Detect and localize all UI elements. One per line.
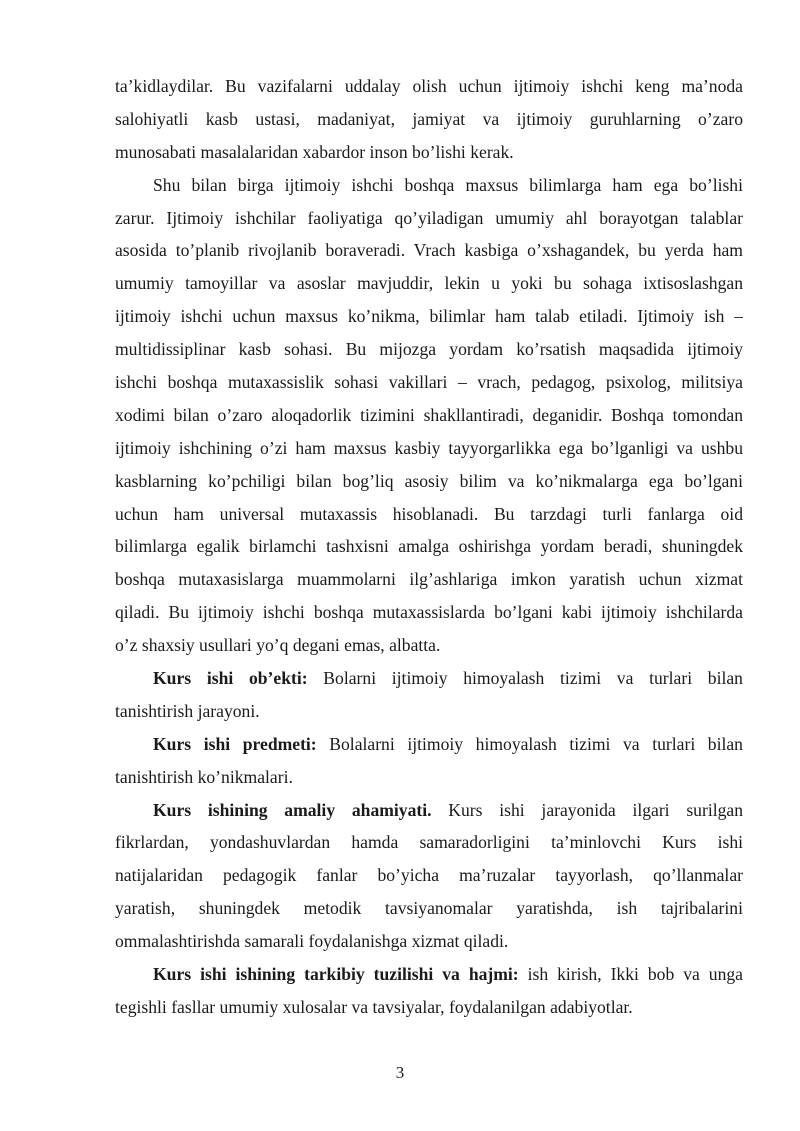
text-line (115, 728, 743, 761)
document-page (115, 70, 743, 1024)
paragraph (115, 728, 743, 794)
text-run: Bolarni ijtimoiy himoyalash tizimi va turlari bilan (307, 668, 743, 689)
text-line: tegishli fasllar umumiy xulosalar va tavsiyalar, foydalanilgan adabiyotlar. (115, 996, 633, 1017)
paragraph (115, 662, 743, 728)
text-line: umumiy tamoyillar va asoslar mavjuddir, lekin u yoki bu sohaga ixtisoslashgan (115, 273, 743, 294)
page-number: 3 (395, 1063, 405, 1082)
text-line: ta’kidlaydilar. Bu vazifalarni uddalay olish uchun ijtimoiy ishchi keng ma’noda (115, 76, 743, 96)
text-line: uchun ham universal mutaxassis hisoblanadi. Bu tarzdagi turli fanlarga oid (115, 503, 743, 524)
text-line: salohiyatli kasb ustasi, madaniyat, jamiyat va ijtimoiy guruhlarning o’zaro (115, 108, 743, 129)
paragraph-label: Kurs ishi predmeti: (153, 733, 317, 754)
text-line: fikrlardan, yondashuvlardan hamda samaradorligini ta’minlovchi Kurs ishi (115, 832, 743, 853)
text-line: zarur. Ijtimoiy ishchilar faoliyatiga qo’yiladigan umumiy ahl borayotgan talablar (115, 207, 743, 228)
paragraph-label: Kurs ishi ishining tarkibiy tuzilishi va hajmi: (153, 964, 519, 985)
text-line: yaratish, shuningdek metodik tavsiyanomalar yaratishda, ish tajribalarini (115, 898, 743, 919)
text-line: boshqa mutaxasislarga muammolarni ilg’ashlariga imkon yaratish uchun xizmat (115, 569, 743, 590)
text-line: o’z shaxsiy usullari yo’q degani emas, albatta. (115, 635, 441, 656)
text-line: ishchi boshqa mutaxassislik sohasi vakillari – vrach, pedagog, psixolog, militsiya (115, 372, 743, 393)
text-line: natijalaridan pedagogik fanlar bo’yicha ma’ruzalar tayyorlash, qo’llanmalar (115, 865, 743, 886)
text-line: ijtimoiy ishchining o’zi ham maxsus kasbiy tayyorgarlikka ega bo’lganligi va ushbu (115, 437, 743, 458)
text-line: kasblarning ko’pchiligi bilan bog’liq asosiy bilim va ko’nikmalarga ega bo’lgani (115, 470, 743, 491)
paragraph (115, 958, 743, 1024)
text-line: xodimi bilan o’zaro aloqadorlik tizimini shakllantiradi, deganidir. Boshqa tomondan (115, 404, 743, 425)
text-line: tanishtirish jarayoni. (115, 700, 260, 721)
text-line: asosida to’planib rivojlanib boraveradi. Vrach kasbiga o’xshagandek, bu yerda ham (115, 240, 743, 261)
text-line: bilimlarga egalik birlamchi tashxisni amalga oshirishga yordam beradi, shuningdek (115, 536, 743, 557)
paragraph (115, 70, 743, 169)
text-line (115, 662, 743, 695)
text-line (115, 794, 743, 827)
text-line: munosabati masalalaridan xabardor inson bo’lishi kerak. (115, 141, 514, 162)
text-line: multidissiplinar kasb sohasi. Bu mijozga yordam ko’rsatish maqsadida ijtimoiy (115, 339, 743, 360)
paragraph (115, 169, 743, 662)
text-line: Shu bilan birga ijtimoiy ishchi boshqa maxsus bilimlarga ham ega bo’lishi (153, 174, 743, 195)
text-run: ish kirish, Ikki bob va unga (518, 964, 743, 985)
paragraph (115, 794, 743, 958)
text-line: tanishtirish ko’nikmalari. (115, 766, 293, 787)
text-run: Bolalarni ijtimoiy himoyalash tizimi va turlari bilan (316, 733, 743, 754)
paragraph-label: Kurs ishining amaliy ahamiyati. (153, 799, 432, 820)
text-run: Kurs ishi jarayonida ilgari surilgan (431, 799, 743, 820)
text-line (115, 958, 743, 991)
text-line: ommalashtirishda samarali foydalanishga xizmat qiladi. (115, 931, 509, 952)
paragraph-label: Kurs ishi ob’ekti: (153, 668, 308, 689)
text-line: ijtimoiy ishchi uchun maxsus ko’nikma, bilimlar ham talab etiladi. Ijtimoiy ish – (115, 306, 743, 327)
text-line: qiladi. Bu ijtimoiy ishchi boshqa mutaxassislarda bo’lgani kabi ijtimoiy ishchilarda (115, 602, 743, 623)
